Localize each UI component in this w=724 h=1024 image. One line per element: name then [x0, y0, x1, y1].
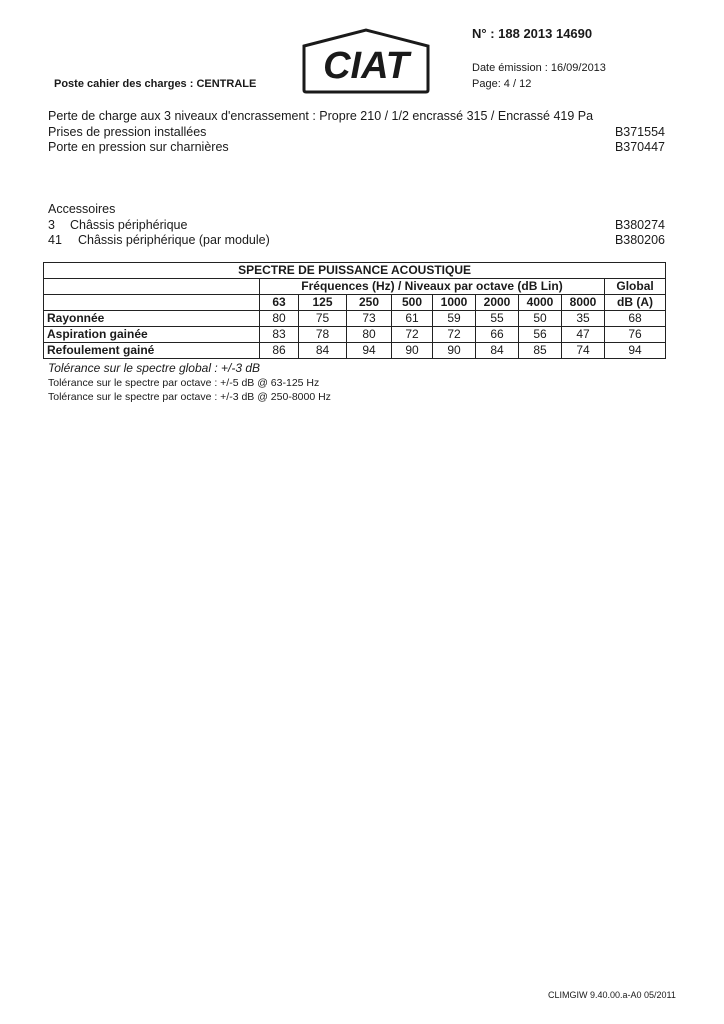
cell-value: 83 — [260, 327, 299, 343]
freq-8000: 8000 — [562, 295, 605, 311]
row-label: Aspiration gainée — [44, 327, 260, 343]
logo-text: CIAT — [323, 45, 409, 87]
cell-value: 61 — [392, 311, 433, 327]
cell-value: 80 — [347, 327, 392, 343]
footer-version: CLIMGIW 9.40.00.a-A0 05/2011 — [548, 990, 676, 1000]
table-row — [44, 327, 666, 343]
cell-value: 66 — [476, 327, 519, 343]
cell-global: 76 — [605, 327, 666, 343]
cell-value: 84 — [299, 343, 347, 359]
cell-value: 50 — [519, 311, 562, 327]
cell-value: 59 — [433, 311, 476, 327]
cell-value: 47 — [562, 327, 605, 343]
table-header-row — [44, 279, 666, 295]
table-title: SPECTRE DE PUISSANCE ACOUSTIQUE — [44, 263, 666, 279]
accessory-ref: B380274 — [614, 218, 665, 232]
cell-value: 94 — [347, 343, 392, 359]
freq-1000: 1000 — [433, 295, 476, 311]
accessory-qty: 3 — [48, 218, 55, 232]
tolerance-octave-high: Tolérance sur le spectre par octave : +/-3 dB @ 250-8000 Hz — [48, 391, 331, 403]
table-title-row — [44, 263, 666, 279]
table-row — [44, 311, 666, 327]
cell-global: 94 — [605, 343, 666, 359]
cell-value: 72 — [433, 327, 476, 343]
accessory-ref: B380206 — [614, 233, 665, 247]
table-row — [44, 343, 666, 359]
page-number: Page: 4 / 12 — [472, 78, 532, 90]
cell-value: 85 — [519, 343, 562, 359]
global-unit: dB (A) — [605, 295, 666, 311]
cell-global: 68 — [605, 311, 666, 327]
acoustic-spectrum-table — [43, 262, 666, 359]
cell-value: 56 — [519, 327, 562, 343]
cell-value: 84 — [476, 343, 519, 359]
spec-line-pressure-drop: Perte de charge aux 3 niveaux d'encrassement : Propre 210 / 1/2 encrassé 315 / Encrassé 419 Pa — [48, 109, 594, 123]
cell-value: 35 — [562, 311, 605, 327]
spec-ref-door: B370447 — [614, 140, 665, 154]
cell-value: 74 — [562, 343, 605, 359]
freq-250: 250 — [347, 295, 392, 311]
cell-value: 90 — [392, 343, 433, 359]
cell-value: 55 — [476, 311, 519, 327]
frequency-header: Fréquences (Hz) / Niveaux par octave (dB Lin) — [260, 279, 605, 295]
ciat-logo — [300, 24, 432, 94]
cell-value: 75 — [299, 311, 347, 327]
tolerance-octave-low: Tolérance sur le spectre par octave : +/-5 dB @ 63-125 Hz — [48, 377, 320, 389]
cell-value: 90 — [433, 343, 476, 359]
accessory-label: Châssis périphérique — [70, 218, 188, 232]
spec-ref-pressure-taps: B371554 — [614, 125, 665, 139]
cell-value: 80 — [260, 311, 299, 327]
freq-4000: 4000 — [519, 295, 562, 311]
freq-125: 125 — [299, 295, 347, 311]
accessories-title: Accessoires — [48, 202, 116, 216]
cell-value: 86 — [260, 343, 299, 359]
freq-500: 500 — [392, 295, 433, 311]
global-header: Global — [605, 279, 666, 295]
cell-value: 73 — [347, 311, 392, 327]
row-label: Refoulement gainé — [44, 343, 260, 359]
tolerance-global: Tolérance sur le spectre global : +/-3 dB — [48, 361, 261, 375]
cell-value: 72 — [392, 327, 433, 343]
document-number: N° : 188 2013 14690 — [472, 26, 593, 41]
empty-cell — [44, 295, 260, 311]
table-frequency-row — [44, 295, 666, 311]
issue-date: Date émission : 16/09/2013 — [472, 62, 606, 74]
freq-63: 63 — [260, 295, 299, 311]
empty-cell — [44, 279, 260, 295]
accessory-qty: 41 — [48, 233, 62, 247]
spec-line-pressure-taps: Prises de pression installées — [48, 125, 207, 139]
poste-label: Poste cahier des charges : CENTRALE — [54, 78, 257, 90]
cell-value: 78 — [299, 327, 347, 343]
freq-2000: 2000 — [476, 295, 519, 311]
spec-line-door: Porte en pression sur charnières — [48, 140, 229, 154]
accessory-label: Châssis périphérique (par module) — [78, 233, 270, 247]
row-label: Rayonnée — [44, 311, 260, 327]
